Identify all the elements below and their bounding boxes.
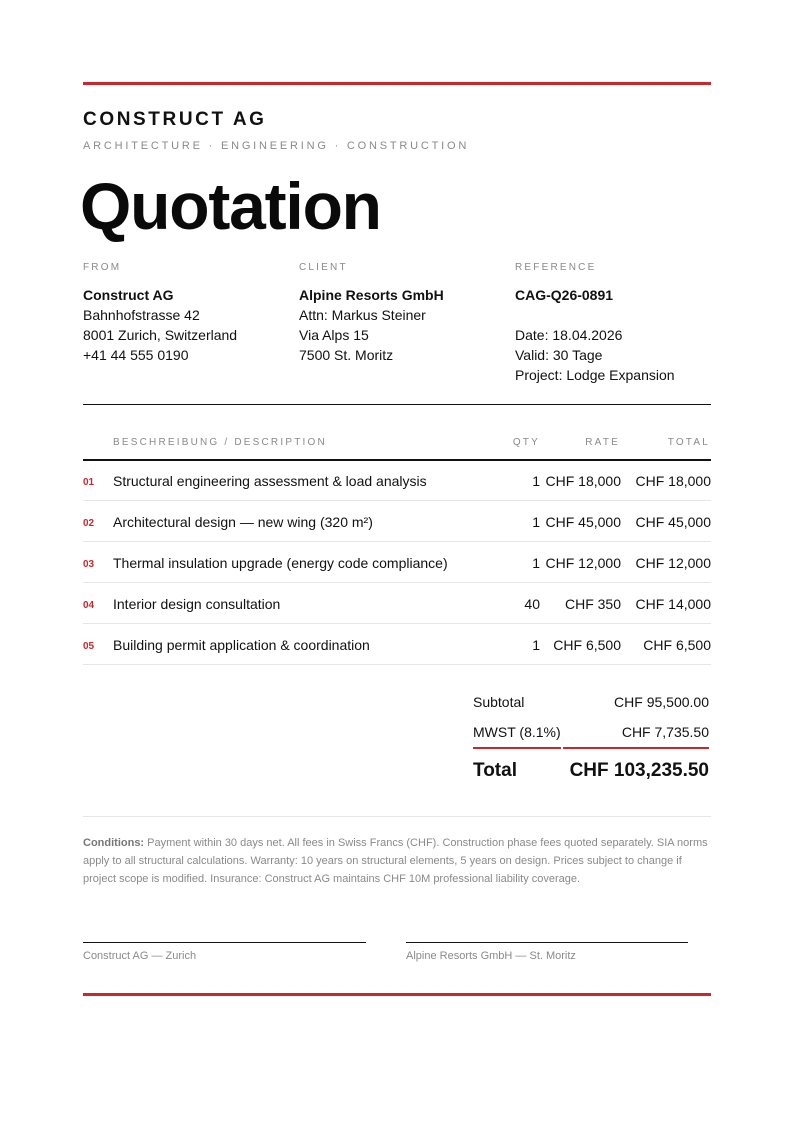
quote-date: Date: 18.04.2026 [515,327,623,343]
item-qty: 40 [524,596,540,612]
item-number: 04 [83,600,95,611]
item-total: CHF 18,000 [635,473,711,489]
item-description: Structural engineering assessment & load analysis [113,473,427,489]
section-divider [83,404,711,405]
signature-line-right [406,942,688,943]
grand-total-label: Total [473,760,517,781]
signature-label-left: Construct AG — Zurich [83,950,197,962]
subtotal-value: CHF 95,500.00 [614,694,709,710]
bottom-accent-rule [83,993,711,996]
item-total: CHF 6,500 [643,637,711,653]
vat-label: MWST (8.1%) [473,724,561,740]
company-name: CONSTRUCT AG [83,109,267,130]
item-rate: CHF 6,500 [553,637,621,653]
client-attn: Attn: Markus Steiner [299,307,426,323]
conditions-body: Payment within 30 days net. All fees in Swiss Francs (CHF). Construction phase fees quoted separately. SIA norms apply to all structural calculations. Warranty: 10 years on structural elements, 5 years on design. Prices subject to change if project scope is modified. Insurance: Construct AG maintains CHF 10M professional liability coverage. [83,837,708,885]
item-rate: CHF 350 [564,596,621,612]
item-qty: 1 [532,514,540,530]
client-name: Alpine Resorts GmbH [299,287,444,303]
signature-label-right: Alpine Resorts GmbH — St. Moritz [406,950,576,962]
item-description: Thermal insulation upgrade (energy code compliance) [113,555,448,571]
top-accent-rule [83,82,711,85]
reference-number: CAG-Q26-0891 [515,287,614,303]
client-address-line: 7500 St. Moritz [299,347,394,363]
item-total: CHF 12,000 [635,555,711,571]
item-rate: CHF 18,000 [545,473,621,489]
col-header-total: TOTAL [667,437,710,448]
quote-validity: Valid: 30 Tage [515,347,603,363]
item-description: Interior design consultation [113,596,281,612]
client-label: CLIENT [299,262,348,273]
from-block [83,262,293,365]
table-row [83,460,711,501]
conditions-text [83,834,711,888]
table-row [83,501,711,542]
table-row [83,583,711,624]
item-qty: 1 [532,473,540,489]
reference-block [515,262,711,385]
grand-total-value: CHF 103,235.50 [569,760,709,781]
col-header-description: BESCHREIBUNG / DESCRIPTION [113,437,327,448]
conditions-divider [83,816,711,817]
item-rate: CHF 12,000 [545,555,621,571]
client-address-line: Via Alps 15 [299,327,369,343]
project-name: Project: Lodge Expansion [515,367,675,383]
vat-value: CHF 7,735.50 [621,724,709,740]
col-header-rate: RATE [585,437,620,448]
reference-label: REFERENCE [515,262,597,273]
item-total: CHF 45,000 [635,514,711,530]
from-phone: +41 44 555 0190 [83,347,189,363]
item-number: 03 [83,559,95,570]
from-name: Construct AG [83,287,174,303]
item-qty: 1 [532,555,540,571]
signature-line-left [83,942,366,943]
quotation-document [80,0,711,1123]
item-description: Building permit application & coordination [113,637,370,653]
company-tagline: ARCHITECTURE · ENGINEERING · CONSTRUCTION [83,140,470,152]
item-number: 05 [83,641,95,652]
from-label: FROM [83,262,122,273]
item-description: Architectural design — new wing (320 m²) [113,514,373,530]
item-number: 01 [83,477,95,488]
item-number: 02 [83,518,95,529]
document-title: Quotation [80,169,381,243]
from-address-line: 8001 Zurich, Switzerland [83,327,238,343]
client-block [299,262,509,365]
item-total: CHF 14,000 [635,596,711,612]
item-rate: CHF 45,000 [545,514,621,530]
totals-accent-rule [563,747,709,749]
totals-accent-rule [473,747,561,749]
line-items [83,460,711,665]
table-row [83,624,711,665]
table-row [83,542,711,583]
col-header-qty: QTY [512,437,540,448]
subtotal-label: Subtotal [473,694,525,710]
conditions-label: Conditions: [83,837,145,849]
from-address-line: Bahnhofstrasse 42 [83,307,200,323]
item-qty: 1 [532,637,540,653]
